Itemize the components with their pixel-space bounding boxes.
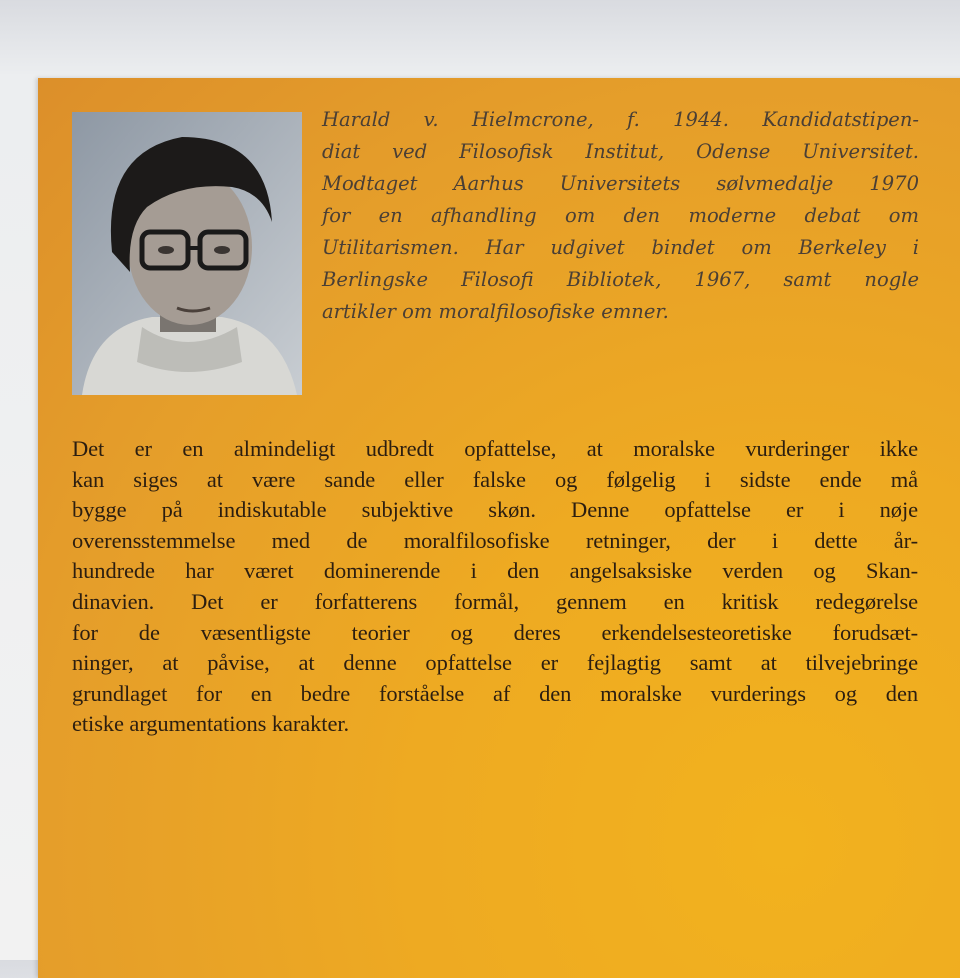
description-line: Det er en almindeligt udbredt opfattelse, at moralske vurderinger ikke	[72, 436, 918, 461]
description-line: hundrede har været dominerende i den angelsaksiske verden og Skan-	[72, 558, 918, 584]
bio-line: Harald v. Hielmcrone, f. 1944. Kandidatstipen-	[322, 108, 919, 131]
bio-line: Berlingske Filosofi Bibliotek, 1967, samt nogle	[322, 268, 919, 291]
book-description	[72, 434, 918, 740]
author-photo	[72, 112, 302, 395]
bio-line: Modtaget Aarhus Universitets sølvmedalje 1970	[322, 172, 919, 195]
bio-line: Utilitarismen. Har udgivet bindet om Berkeley i	[322, 236, 919, 259]
description-line: for de væsentligste teorier og deres erkendelsesteoretiske forudsæt-	[72, 619, 918, 645]
description-line: dinavien. Det er forfatterens formål, gennem en kritisk redegørelse	[72, 588, 918, 614]
description-line: bygge på indiskutable subjektive skøn. Denne opfattelse er i nøje	[72, 497, 918, 523]
description-line: overensstemmelse med de moralfilosofiske retninger, der i dette år-	[72, 527, 918, 553]
bio-line: diat ved Filosofisk Institut, Odense Universitet.	[322, 140, 919, 163]
description-line: etiske argumentations karakter.	[72, 711, 350, 737]
description-line: ninger, at påvise, at denne opfattelse er fejlagtig samt at tilvejebringe	[72, 650, 918, 676]
description-line: grundlaget for en bedre forståelse af den moralske vurderings og den	[72, 680, 918, 706]
description-line: kan siges at være sande eller falske og følgelig i sidste ende må	[72, 466, 918, 492]
author-bio	[322, 104, 919, 328]
bio-line: artikler om moralfilosofiske emner.	[322, 300, 669, 323]
bio-line: for en afhandling om den moderne debat om	[322, 204, 919, 227]
